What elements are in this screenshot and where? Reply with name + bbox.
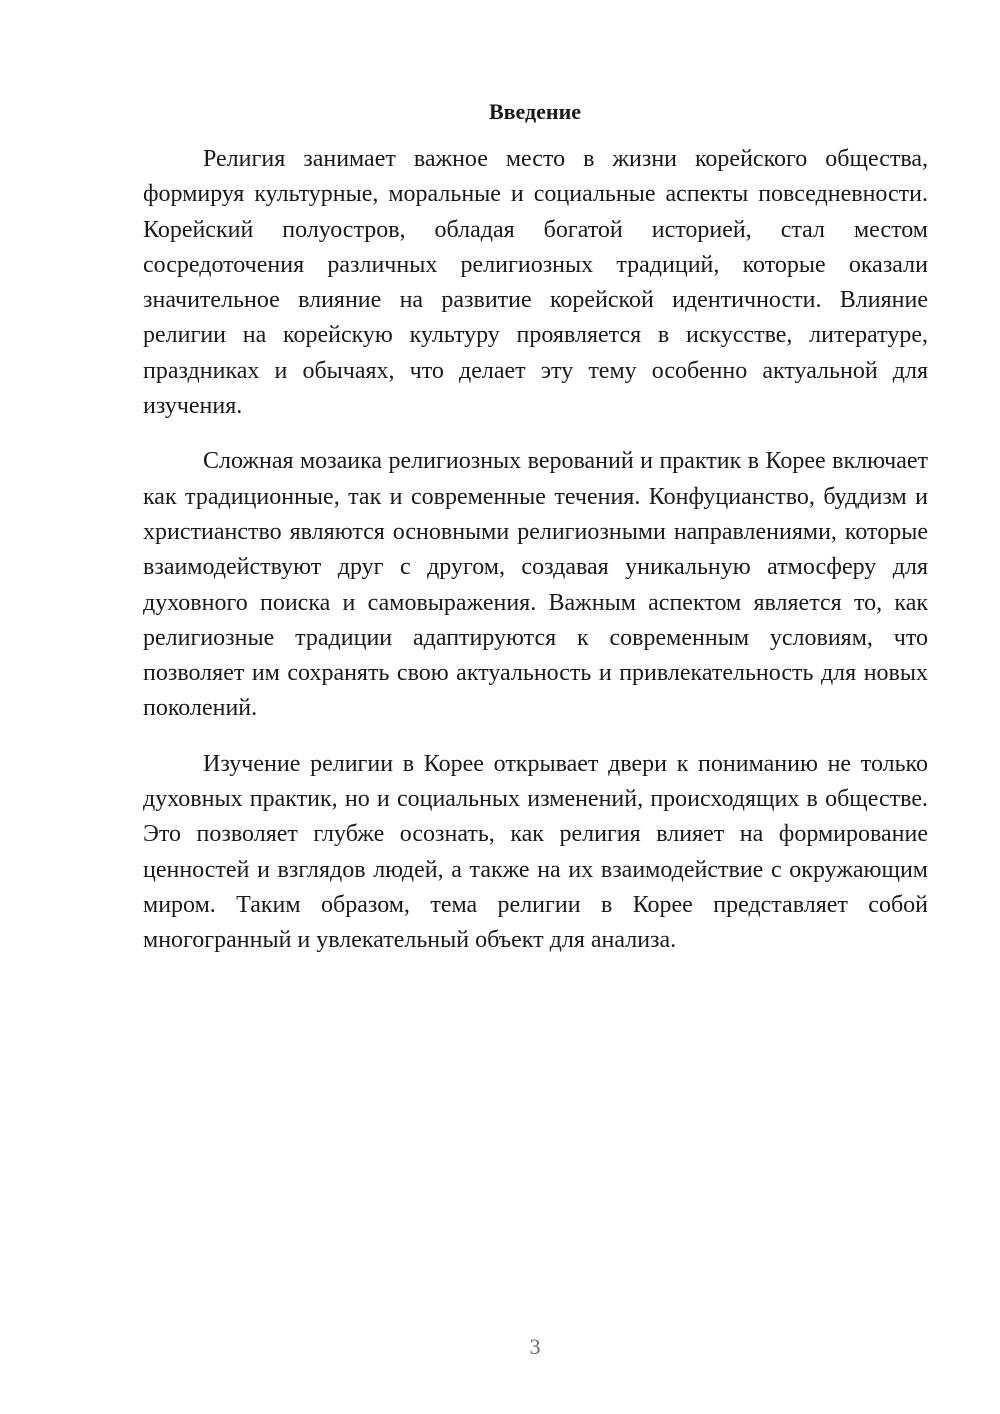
paragraph-3: Изучение религии в Корее открывает двери к пониманию не только духовных практик, но и социальных изменений, происходящих в обществе. Это позволяет глубже осознать, как религия влияет на формирование ценностей и взглядов людей, а также на их взаимодействие с окружающим миром. Таким образом, тема религии в Корее представляет собой многогранный и увлекательный объект для анализа. <box>143 750 928 954</box>
page-number: 3 <box>529 1334 541 1359</box>
body-text <box>143 142 928 979</box>
paragraph-2: Сложная мозаика религиозных верований и практик в Корее включает как традиционные, так и современные течения. Конфуцианство, буддизм и христианство являются основными религиозными направлениями, которые взаимодействуют друг с другом, создавая уникальную атмосферу для духовного поиска и самовыражения. Важным аспектом является то, как религиозные традиции адаптируются к современным условиям, что позволяет им сохранять свою актуальность и привлекательность для новых поколений. <box>143 448 928 722</box>
paragraph-1: Религия занимает важное место в жизни корейского общества, формируя культурные, моральные и социальные аспекты повседневности. Корейский полуостров, обладая богатой историей, стал местом сосредоточения различных религиозных традиций, которые оказали значительное влияние на развитие корейской идентичности. Влияние религии на корейскую культуру проявляется в искусстве, литературе, праздниках и обычаях, что делает эту тему особенно актуальной для изучения. <box>143 146 928 420</box>
section-title: Введение <box>488 99 582 124</box>
